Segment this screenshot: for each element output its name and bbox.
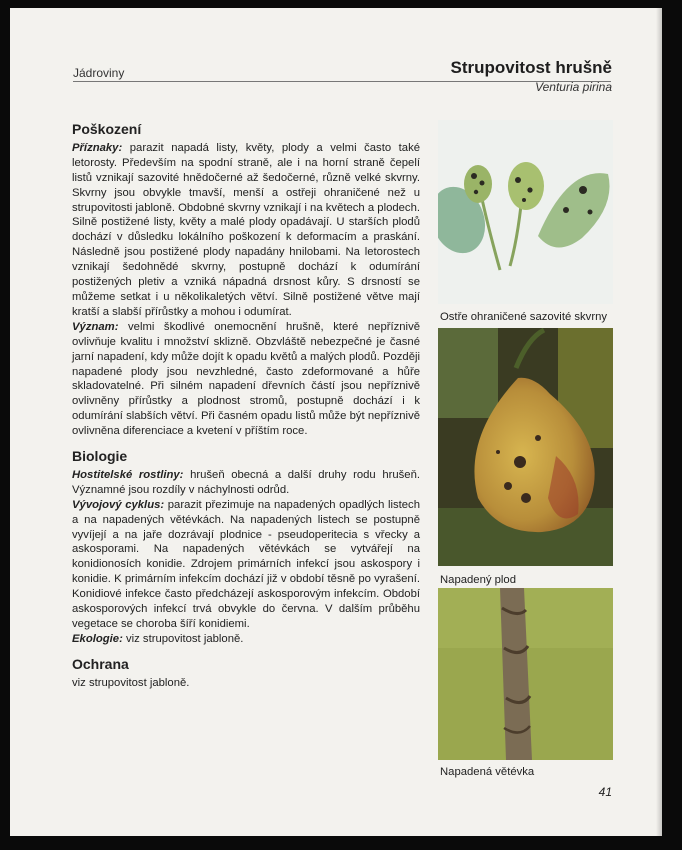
lead-hostitel: Hostitelské rostliny: [72, 468, 184, 481]
text-ekologie: viz strupovitost jabloně. [125, 632, 244, 645]
paragraph-priznaky [72, 141, 420, 320]
photo-leaf-spots [438, 120, 613, 304]
paragraph-hostitel [72, 468, 420, 498]
heading-biologie: Biologie [72, 448, 128, 465]
text-priznaky: parazit napadá listy, květy, plody a velmi často také letorosty. Především na spodní straně, ale i na horní straně čepelí listů vznikají sazovité hnědočerné až šedočerné, různě velké skvrny. Skvrny jsou obvykle tmavší, menší a ostřeji ohraničené než u strupovitosti jabloně. Obdobné skvrny vznikají i na květech a plodech. Silně postižené listy, květy a malé plody opadávají. U starších plodů dochází v důsledku lokálního poškození k deformacím a praskání. Následně jsou postižené plody napadány hnilobami. Na letorostech vznikají šedohnědé skvrny, postupně dochází k odumírání postižených pletiv a vzniká nápadná drsnost kůry. S drsností se můžeme setkat i u několikaletých větví. Silně postižené větve mají kratší a slabší přírůstky a mohou i odumírat. [72, 141, 421, 318]
caption-infected-fruit: Napadený plod [440, 574, 517, 586]
heading-ochrana: Ochrana [72, 655, 129, 672]
lead-ekologie: Ekologie: [72, 632, 123, 645]
text-cyklus: parazit přezimuje na napadených opadlých listech a na napadených větévkách. Na napadených listech se postupně vyvíjejí a na jaře dozrávají plodnice - pseudoperitecia s vřecky a askosporami. Na napadených větévkách se vytvářejí na konidionosích konidie. Zdrojem primárních infekcí jsou askospory i konidie. K primárním infekcím dochází již v období těsně po vyrašení. Konidiové infekce často předcházejí askosporovým infekcím. Období askosporových infekcí trvá obvykle do června. V dalším průběhu vegetace se choroba šíří konidiemi. [72, 498, 420, 630]
page-number: 41 [598, 785, 612, 799]
lead-cyklus: Vývojový cyklus: [72, 498, 165, 511]
paragraph-cyklus [72, 498, 420, 632]
photo-leaf-spots-illustration [438, 120, 613, 304]
running-section-label: Jádroviny [73, 66, 125, 80]
lead-priznaky: Příznaky: [72, 141, 123, 154]
paragraph-ochrana: viz strupovitost jabloně. [72, 676, 190, 689]
header-divider [73, 81, 611, 82]
lead-vyznam: Význam: [72, 320, 119, 333]
article-body [72, 122, 420, 691]
photo-infected-twig-illustration [438, 588, 613, 760]
photo-infected-fruit [438, 328, 613, 566]
paragraph-ekologie [72, 632, 420, 647]
caption-leaf-spots: Ostře ohraničené sazovité skvrny [440, 311, 608, 323]
latin-name: Venturia pirina [535, 80, 612, 94]
caption-infected-twig: Napadená větévka [440, 766, 535, 778]
text-hostitel: hrušeň obecná a další druhy rodu hrušeň. Významné jsou rozdíly v náchylnosti odrůd. [72, 468, 420, 496]
text-vyznam: velmi škodlivé onemocnění hrušně, které nepříznivě ovlivňuje kvalitu i množství sklizně. Obzvláště nebezpečné je časné jarní napadení, kdy může dojít k opadu květů a malých plodů. Později napadené plody jsou nevzhledné, často zdeformované a hůře skladovatelné. Při silném napadení dřevních částí jsou nepříznivě ovlivněny přírůstky a plodnost stromů, postupně dochází i k odumírání slabších větví. Při časném opadu listů může být nepříznivě ovlivněna diferenciace a kvetení v příštím roce. [72, 320, 420, 438]
paragraph-vyznam [72, 320, 420, 439]
page-title: Strupovitost hrušně [450, 58, 612, 77]
photo-infected-twig [438, 588, 613, 760]
photo-infected-fruit-illustration [438, 328, 613, 566]
heading-poskozeni: Poškození [72, 121, 142, 137]
book-page [10, 8, 662, 836]
